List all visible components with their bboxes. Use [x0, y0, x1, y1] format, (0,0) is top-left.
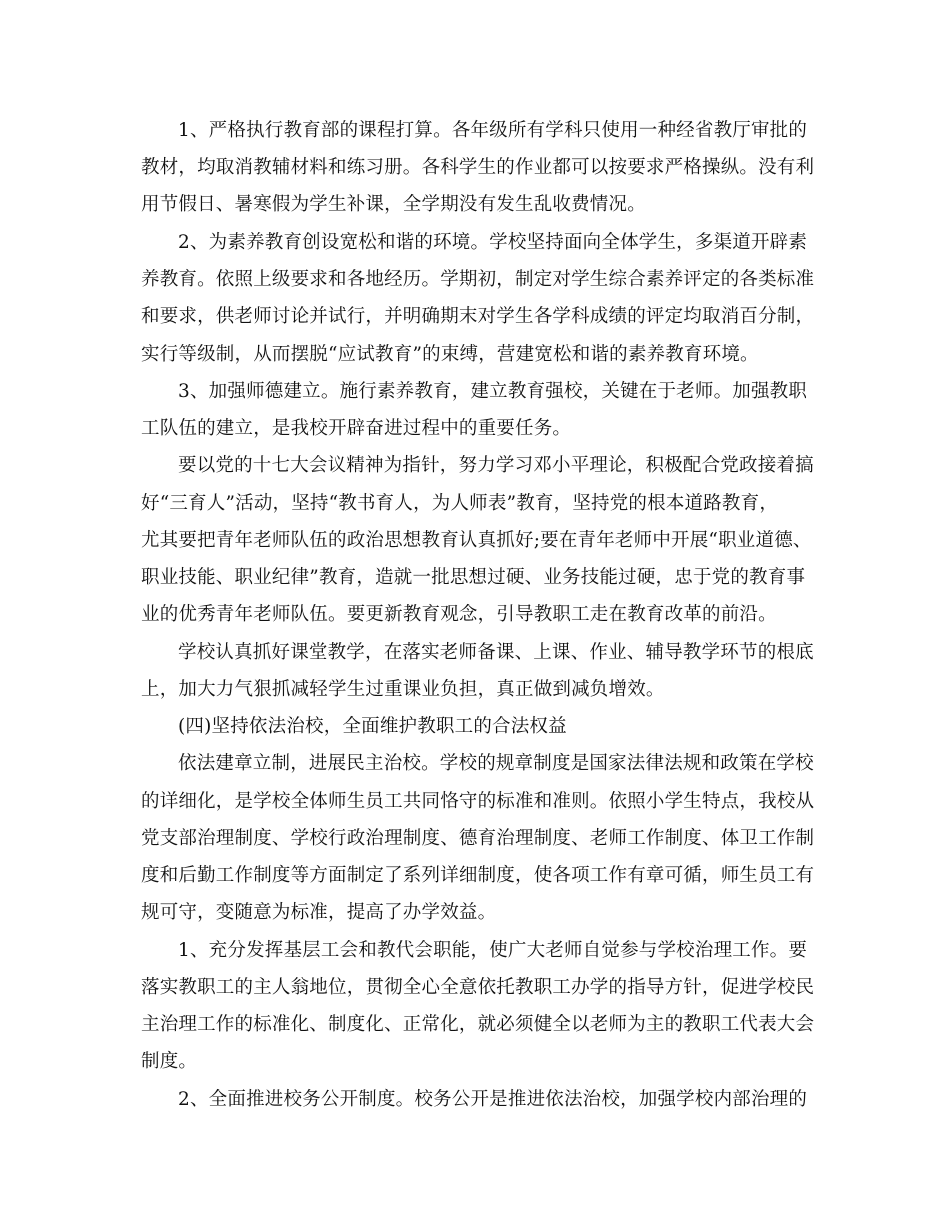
paragraph-line: 学校认真抓好课堂教学，在落实老师备课、上课、作业、辅导教学环节的根底: [178, 642, 814, 663]
paragraph-line: 上，加大力气狠抓减轻学生过重课业负担，真正做到减负增效。: [141, 679, 665, 700]
paragraph-line: 要以党的十七大会议精神为指针，努力学习邓小平理论，积极配合党政接着搞: [178, 455, 814, 476]
paragraph-line: 3、加强师德建立。施行素养教育，建立教育强校，关键在于老师。加强教职: [178, 381, 808, 402]
paragraph-line: 和要求，供老师讨论并试行，并明确期末对学生各学科成绩的评定均取消百分制，: [141, 306, 815, 327]
paragraph-line: 规可守，变随意为标准，提高了办学效益。: [141, 902, 497, 923]
paragraph-line: 依法建章立制，进展民主治校。学校的规章制度是国家法律法规和政策在学校: [178, 753, 814, 774]
paragraph-line: 1、严格执行教育部的课程打算。各年级所有学科只使用一种经省教厅审批的: [178, 120, 808, 141]
paragraph-line: 1、充分发挥基层工会和教代会职能，使广大老师自觉参与学校治理工作。要: [178, 940, 808, 961]
paragraph-line: 职业技能、职业纪律”教育，造就一批思想过硬、业务技能过硬，忠于党的教育事: [141, 567, 806, 588]
paragraph-line: 主治理工作的标准化、制度化、正常化，就必须健全以老师为主的教职工代表大会: [141, 1014, 815, 1035]
paragraph-line: 好“三育人”活动，坚持“教书育人，为人师表”教育，坚持党的根本道路教育，: [141, 493, 779, 514]
paragraph-line: 的详细化，是学校全体师生员工共同恪守的标准和准则。依照小学生特点，我校从: [141, 791, 815, 812]
paragraph-line: 养教育。依照上级要求和各地经历。学期初，制定对学生综合素养评定的各类标准: [141, 269, 815, 290]
paragraph-line: 业的优秀青年老师队伍。要更新教育观念，引导教职工走在教育改革的前沿。: [141, 604, 777, 625]
paragraph-line: 工队伍的建立，是我校开辟奋进过程中的重要任务。: [141, 418, 572, 439]
paragraph-line: 尤其要把青年老师队伍的政治思想教育认真抓好;要在青年老师中开展“职业道德、: [141, 530, 812, 551]
paragraph-line: 制度。: [141, 1051, 198, 1072]
section-heading: (四)坚持依法治校，全面维护教职工的合法权益: [178, 716, 567, 737]
paragraph-line: 2、为素养教育创设宽松和谐的环境。学校坚持面向全体学生，多渠道开辟素: [178, 232, 808, 253]
paragraph-line: 度和后勤工作制度等方面制定了系列详细制度，使各项工作有章可循，师生员工有: [141, 865, 815, 886]
paragraph-line: 党支部治理制度、学校行政治理制度、德育治理制度、老师工作制度、体卫工作制: [141, 828, 815, 849]
paragraph-line: 实行等级制，从而摆脱“应试教育”的束缚，营建宽松和谐的素养教育环境。: [141, 344, 759, 365]
paragraph-line: 教材，均取消教辅材料和练习册。各科学生的作业都可以按要求严格操纵。没有利: [141, 157, 815, 178]
paragraph-line: 落实教职工的主人翁地位，贯彻全心全意依托教职工办学的指导方针，促进学校民: [141, 977, 815, 998]
paragraph-line: 用节假日、暑寒假为学生补课，全学期没有发生乱收费情况。: [141, 194, 646, 215]
paragraph-line: 2、全面推进校务公开制度。校务公开是推进依法治校，加强学校内部治理的: [178, 1089, 808, 1110]
